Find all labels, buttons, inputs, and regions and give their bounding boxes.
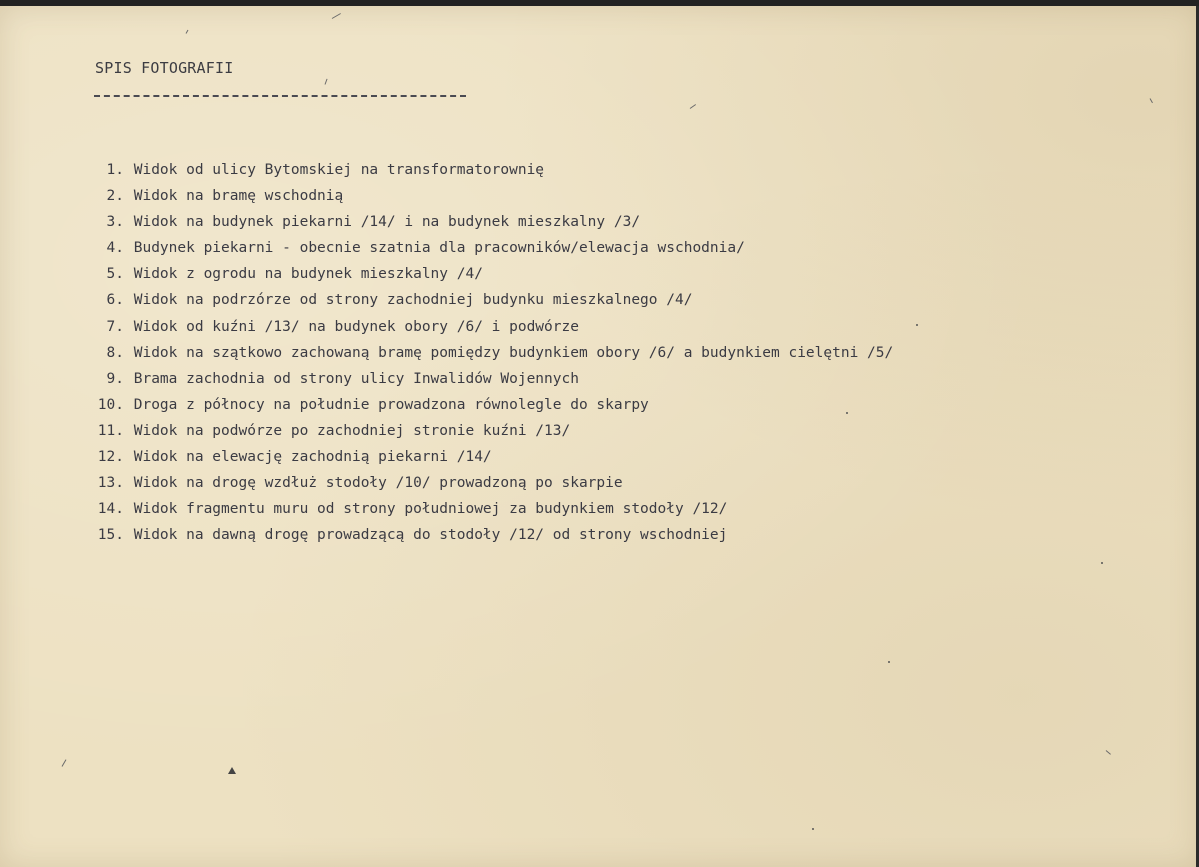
item-number: 10. <box>97 396 124 413</box>
item-text: Widok od kuźni /13/ na budynek obory /6/ i podwórze <box>133 318 579 335</box>
item-number: 3. <box>106 214 124 231</box>
scan-mark <box>1150 98 1153 103</box>
list-item <box>84 314 893 340</box>
item-number: 1. <box>106 162 124 178</box>
list-item <box>84 157 893 183</box>
dust-speck <box>1101 562 1103 564</box>
item-number: 2. <box>106 188 124 205</box>
list-item <box>84 444 893 470</box>
item-number: 9. <box>106 370 124 387</box>
item-number: 15. <box>97 527 124 544</box>
dust-speck <box>846 412 848 414</box>
document-page <box>0 6 1199 867</box>
item-text: Widok na dawną drogę prowadzącą do stodoły /12/ od strony wschodniej <box>133 527 728 544</box>
dust-speck <box>916 324 918 326</box>
list-item <box>84 522 893 548</box>
dust-mark <box>228 767 236 774</box>
scan-mark <box>1106 750 1111 755</box>
list-item <box>84 496 893 522</box>
item-text: Widok na podrzórze od strony zachodniej budynku mieszkalnego /4/ <box>133 292 693 309</box>
scan-mark <box>186 30 189 34</box>
item-number: 12. <box>97 449 124 466</box>
list-item <box>84 418 893 444</box>
item-text: Widok na elewację zachodnią piekarni /14/ <box>133 449 492 466</box>
list-item <box>84 183 893 209</box>
item-text: Widok na budynek piekarni /14/ i na budynek mieszkalny /3/ <box>133 214 641 231</box>
list-item <box>84 209 893 235</box>
dust-speck <box>812 828 814 830</box>
scan-mark <box>325 79 328 85</box>
list-item <box>84 235 893 261</box>
item-text: Widok od ulicy Bytomskiej na transformatorownię <box>133 162 545 178</box>
item-number: 11. <box>97 422 124 439</box>
scan-mark <box>332 13 341 19</box>
item-text: Widok na podwórze po zachodniej stronie kuźni /13/ <box>133 422 571 439</box>
item-text: Widok z ogrodu na budynek mieszkalny /4/ <box>133 266 483 283</box>
item-text: Budynek piekarni - obecnie szatnia dla pracowników/elewacja wschodnia/ <box>133 240 745 257</box>
list-item <box>84 287 893 313</box>
document-title: SPIS FOTOGRAFII <box>95 59 234 77</box>
item-number: 4. <box>106 240 124 257</box>
photo-list <box>84 157 893 548</box>
item-number: 5. <box>106 266 124 283</box>
item-number: 8. <box>106 344 124 361</box>
item-number: 14. <box>97 501 124 518</box>
title-underline <box>94 95 466 97</box>
scan-mark <box>62 759 67 766</box>
list-item <box>84 366 893 392</box>
dust-speck <box>888 661 890 663</box>
scan-mark <box>690 104 696 109</box>
item-text: Widok fragmentu muru od strony południowej za budynkiem stodoły /12/ <box>133 501 728 518</box>
item-number: 13. <box>97 475 124 492</box>
item-text: Widok na bramę wschodnią <box>133 188 344 205</box>
item-text: Widok na drogę wzdłuż stodoły /10/ prowadzoną po skarpie <box>133 475 623 492</box>
item-text: Widok na szątkowo zachowaną bramę pomiędzy budynkiem obory /6/ a budynkiem cielętni /5/ <box>133 344 894 361</box>
item-text: Droga z północy na południe prowadzona równolegle do skarpy <box>133 396 649 413</box>
item-number: 6. <box>106 292 124 309</box>
list-item <box>84 340 893 366</box>
list-item <box>84 392 893 418</box>
list-item <box>84 261 893 287</box>
item-text: Brama zachodnia od strony ulicy Inwalidów Wojennych <box>133 370 579 387</box>
list-item <box>84 470 893 496</box>
item-number: 7. <box>106 318 124 335</box>
